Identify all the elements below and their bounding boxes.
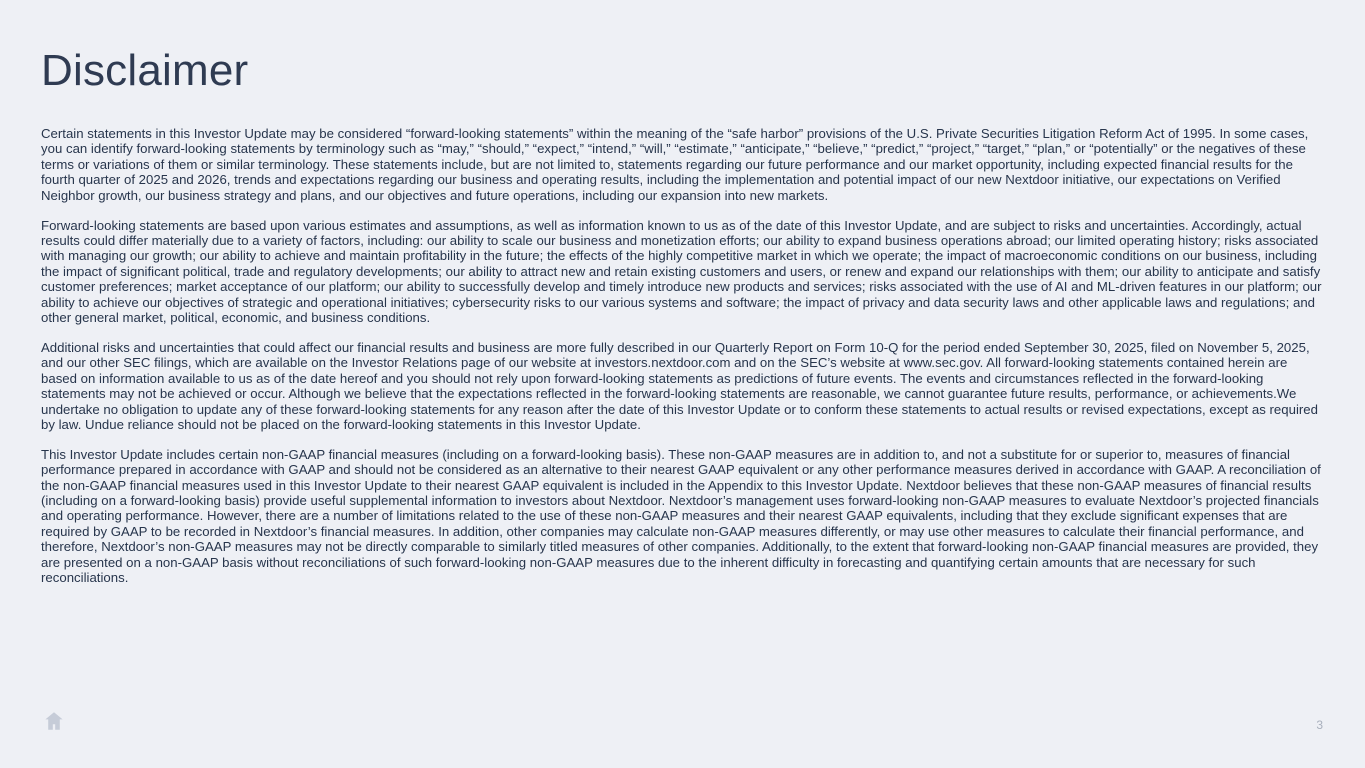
page-number: 3 — [1316, 718, 1323, 732]
paragraph: This Investor Update includes certain non-GAAP financial measures (including on a forward-looking basis). These non-GAAP measures are in addition to, and not a substitute for or superior to, measures of financial performance prepared in accordance with GAAP and should not be considered as an alternative to their nearest GAAP equivalent or any other performance measures derived in accordance with GAAP. A reconciliation of the non-GAAP financial measures used in this Investor Update to their nearest GAAP equivalent is included in the Appendix to this Investor Update. Nextdoor believes that these non-GAAP measures of financial results (including on a forward-looking basis) provide useful supplemental information to investors about Nextdoor. Nextdoor’s management uses forward-looking non-GAAP measures to evaluate Nextdoor’s projected financials and operating performance. However, there are a number of limitations related to the use of these non-GAAP measures and their nearest GAAP equivalents, including that they exclude significant expenses that are required by GAAP to be recorded in Nextdoor’s financial measures. In addition, other companies may calculate non-GAAP measures differently, or may use other measures to calculate their financial performance, and therefore, Nextdoor’s non-GAAP measures may not be directly comparable to similarly titled measures of other companies. Additionally, to the extent that forward-looking non-GAAP financial measures are provided, they are presented on a non-GAAP basis without reconciliations of such forward-looking non-GAAP measures due to the inherent difficulty in forecasting and quantifying certain amounts that are necessary for such reconciliations. — [41, 446, 1321, 586]
page-title: Disclaimer — [41, 46, 249, 95]
nextdoor-house-icon — [43, 710, 65, 732]
paragraph: Additional risks and uncertainties that could affect our financial results and business are more fully described in our Quarterly Report on Form 10-Q for the period ended September 30, 2025, filed on November 5, 2025, and our other SEC filings, which are available on the Investor Relations page of our website at investors.nextdoor.com and on the SEC’s website at www.sec.gov. All forward-looking statements contained herein are based on information available to us as of the date hereof and you should not rely upon forward-looking statements as predictions of future events. The events and circumstances reflected in the forward-looking statements may not be achieved or occur. Although we believe that the expectations reflected in the forward-looking statements are reasonable, we cannot guarantee future results, performance, or achievements.We undertake no obligation to update any of these forward-looking statements for any reason after the date of this Investor Update or to conform these statements to actual results or revised expectations, except as required by law. Undue reliance should not be placed on the forward-looking statements in this Investor Update. — [41, 339, 1318, 432]
paragraph: Certain statements in this Investor Update may be considered “forward-looking statements” within the meaning of the “safe harbor” provisions of the U.S. Private Securities Litigation Reform Act of 1995. In some cases, you can identify forward-looking statements by terminology such as “may,” “should,” “expect,” “intend,” “will,” “estimate,” “anticipate,” “believe,” “predict,” “project,” “target,” “plan,” or “potentially” or the negatives of these terms or variations of them or similar terminology. These statements include, but are not limited to, statements regarding our future performance and our market opportunity, including expected financial results for the fourth quarter of 2025 and 2026, trends and expectations regarding our business and operating results, including the implementation and potential impact of our new Nextdoor initiative, our expectations on Verified Neighbor growth, our business strategy and plans, and our objectives and future operations, including our expansion into new markets. — [41, 126, 1309, 203]
paragraph: Forward-looking statements are based upon various estimates and assumptions, as well as information known to us as of the date of this Investor Update, and are subject to risks and uncertainties. Accordingly, actual results could differ materially due to a variety of factors, including: our ability to scale our business and monetization efforts; our ability to expand business operations abroad; our limited operating history; risks associated with managing our growth; our ability to achieve and maintain profitability in the future; the effects of the highly competitive market in which we operate; the impact of macroeconomic conditions on our business, including the impact of significant political, trade and regulatory developments; our ability to attract new and retain existing customers and users, or renew and expand our relationships with them; our ability to anticipate and satisfy customer preferences; market acceptance of our platform; our ability to successfully develop and timely introduce new products and services; risks associated with the use of AI and ML-driven features in our platform; our ability to achieve our objectives of strategic and operational initiatives; cybersecurity risks to our various systems and software; the impact of privacy and data security laws and other applicable laws and regulations; and other general market, political, economic, and business conditions. — [41, 217, 1322, 325]
disclaimer-body — [41, 126, 1323, 585]
